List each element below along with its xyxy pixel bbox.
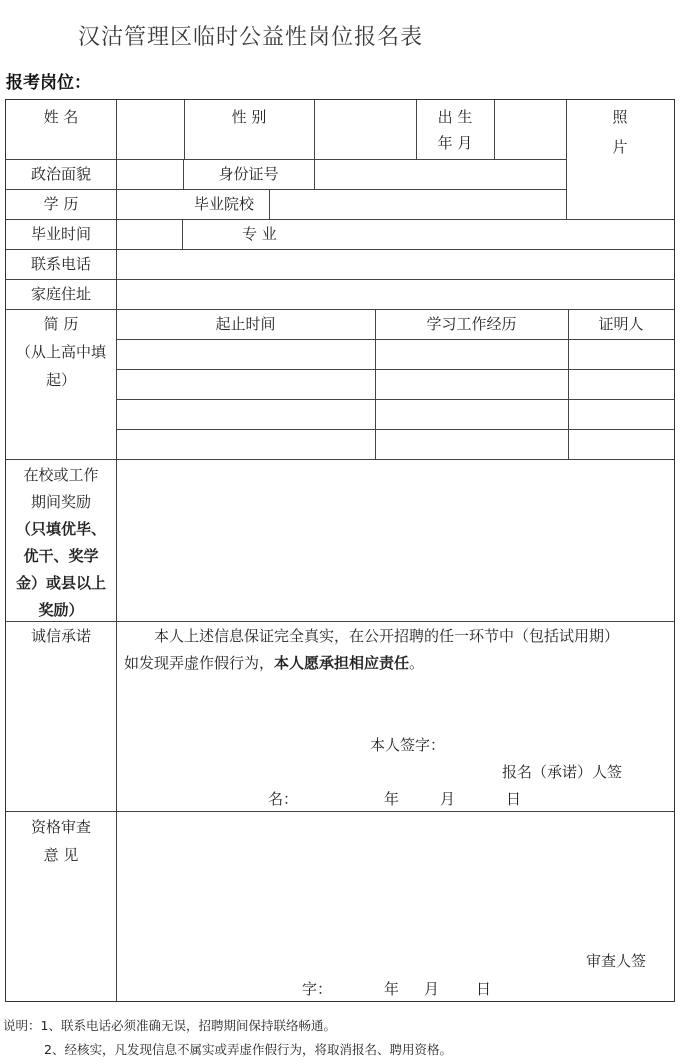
awards-label-line6: 奖励） — [38, 601, 84, 619]
row-line — [6, 249, 674, 250]
row-line — [6, 159, 566, 160]
review-signer-label: 审查人签 — [586, 952, 647, 970]
pledge-signer-label: 报名（承诺）人签 — [502, 763, 623, 781]
school-field[interactable] — [271, 191, 564, 217]
name-label: 姓 名 — [43, 108, 79, 126]
row-line — [6, 279, 674, 280]
column-line — [314, 100, 315, 189]
awards-label-line1: 在校或工作 — [23, 466, 99, 484]
awards-label-line3: （只填优毕、 — [15, 520, 106, 538]
pledge-month: 月 — [440, 790, 456, 808]
photo-label-line1: 照 — [612, 108, 628, 126]
photo-label-line2: 片 — [612, 138, 628, 156]
column-line — [116, 100, 117, 1001]
name-field[interactable] — [118, 102, 182, 157]
address-field[interactable] — [118, 281, 672, 307]
resume-label-line1: 简 历 — [43, 315, 79, 333]
birth-field[interactable] — [496, 102, 564, 157]
row-line — [6, 219, 674, 220]
row-line — [6, 309, 674, 310]
resume-entry-area[interactable] — [118, 341, 672, 457]
awards-field[interactable] — [118, 461, 672, 619]
review-label-line2: 意 见 — [43, 846, 79, 864]
major-label: 专 业 — [242, 225, 277, 243]
review-year: 年 — [384, 980, 400, 998]
phone-label: 联系电话 — [30, 255, 91, 273]
registration-form-table — [5, 99, 675, 1002]
pledge-signer-name: 名： — [268, 790, 299, 808]
political-field[interactable] — [118, 161, 181, 187]
review-day: 日 — [476, 980, 492, 998]
awards-label-line4: 优干、奖学 — [23, 547, 99, 565]
column-line — [269, 189, 270, 219]
pledge-text-line1: 本人上述信息保证完全真实，在公开招聘的任一环节中（包括试用期） — [154, 627, 620, 645]
resume-label-line3: 起） — [45, 371, 76, 389]
column-line — [182, 219, 183, 249]
row-line — [6, 811, 674, 812]
awards-label-line5: 金）或县以上 — [15, 574, 106, 592]
pledge-day: 日 — [506, 790, 522, 808]
address-label: 家庭住址 — [30, 285, 91, 303]
resume-col-experience: 学习工作经历 — [426, 315, 517, 333]
row-line — [6, 189, 566, 190]
pledge-text-bold: 本人愿承担相应责任 — [274, 654, 410, 672]
education-label: 学 历 — [43, 195, 79, 213]
review-signer-zi: 字： — [302, 980, 333, 998]
apply-post-label: 报考岗位： — [6, 73, 91, 93]
form-title: 汉沽管理区临时公益性岗位报名表 — [78, 25, 424, 50]
pledge-text-line2 — [124, 654, 424, 672]
id-number-field[interactable] — [316, 161, 564, 187]
birth-label-line1: 出 生 — [437, 108, 473, 126]
education-field[interactable] — [118, 191, 182, 217]
note-line1: 说明：1、联系电话必须准确无误，招聘期间保持联络畅通。 — [3, 1018, 336, 1033]
resume-label-line2: （从上高中填 — [15, 343, 106, 361]
major-field[interactable] — [306, 221, 672, 247]
school-label: 毕业院校 — [194, 195, 255, 213]
phone-field[interactable] — [118, 251, 672, 277]
resume-col-period: 起止时间 — [215, 315, 276, 333]
review-label-line1: 资格审查 — [30, 818, 91, 836]
row-line — [6, 459, 674, 460]
grad-time-field[interactable] — [118, 221, 180, 247]
note-line2: 2、经核实，凡发现信息不属实或弄虚作假行为，将取消报名、聘用资格。 — [44, 1042, 452, 1057]
birth-label-line2: 年 月 — [437, 134, 473, 152]
row-line — [6, 621, 674, 622]
awards-label-line2: 期间奖励 — [30, 493, 91, 511]
review-opinion-field[interactable] — [118, 813, 672, 953]
pledge-signature-label: 本人签字： — [370, 736, 446, 754]
political-label: 政治面貌 — [30, 165, 91, 183]
pledge-year: 年 — [384, 790, 400, 808]
gender-field[interactable] — [316, 102, 414, 157]
row-line — [116, 339, 674, 340]
pledge-label: 诚信承诺 — [30, 627, 91, 645]
review-month: 月 — [424, 980, 440, 998]
gender-label: 性 别 — [231, 108, 267, 126]
grad-time-label: 毕业时间 — [30, 225, 91, 243]
pledge-text-normal: 如发现弄虚作假行为， — [124, 654, 275, 672]
id-number-label: 身份证号 — [218, 165, 279, 183]
pledge-text-end: 。 — [409, 654, 425, 672]
resume-col-witness: 证明人 — [598, 315, 644, 333]
column-line — [494, 100, 495, 159]
